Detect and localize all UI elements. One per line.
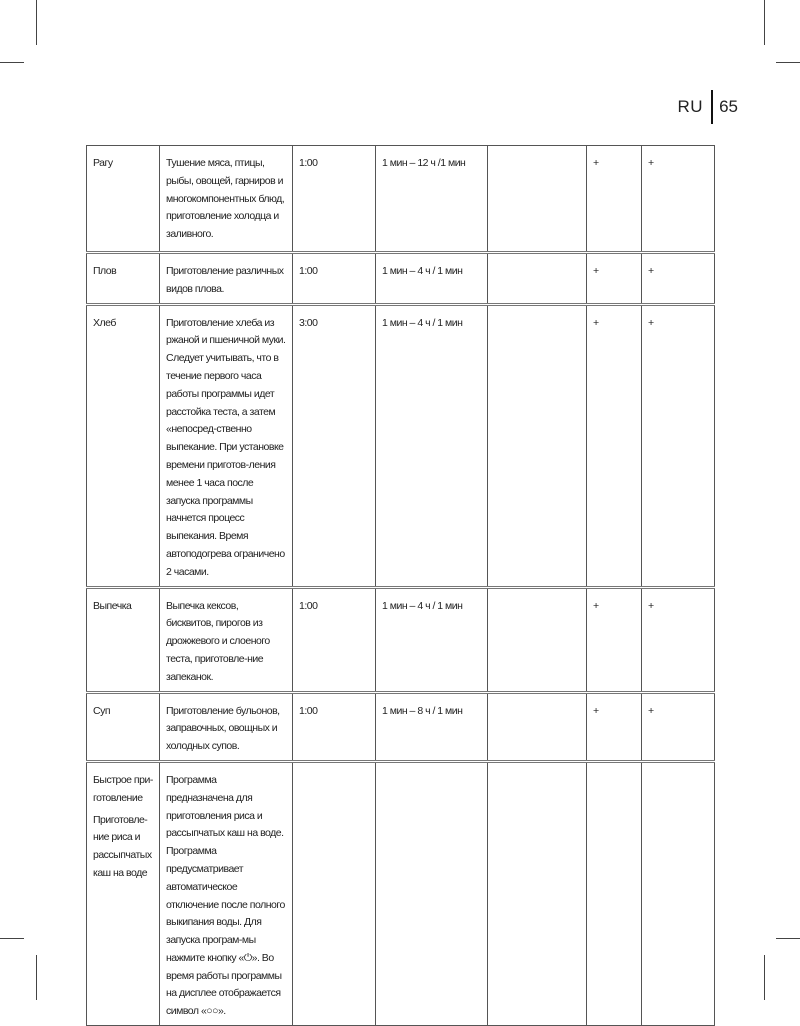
time-range: 1 мин – 4 ч / 1 мин (376, 587, 488, 692)
cell-empty (488, 253, 587, 305)
program-name-cell (87, 692, 160, 761)
page-header (678, 90, 738, 124)
cell-empty (488, 304, 587, 587)
cell-plus: + (642, 692, 715, 761)
cell-plus: + (587, 253, 642, 305)
time-range: 1 мин – 12 ч /1 мин (376, 146, 488, 253)
cell-empty (488, 761, 587, 1025)
crop-mark (764, 955, 765, 1000)
crop-mark (0, 938, 24, 939)
program-name: Хлеб (93, 316, 116, 329)
crop-mark (776, 938, 800, 939)
crop-mark (36, 955, 37, 1000)
time-range: 1 мин – 4 ч / 1 мин (376, 304, 488, 587)
language-code: RU (677, 97, 704, 116)
program-description: Приготовление хлеба из ржаной и пшеничной муки. Следует учитывать, что в течение первого часа работы программы идет расстойка теста, а затем «непосред-ственно выпекание. При установке времени приготов-ления менее 1 часа после запуска программы начнется процесс выпекания. Время автоподогрева ограничено 2 часами. (160, 304, 293, 587)
program-description: Тушение мяса, птицы, рыбы, овощей, гарниров и многокомпонентных блюд, приготовление холодца и заливного. (160, 146, 293, 253)
cell-plus: + (642, 253, 715, 305)
program-name: Рагу (93, 157, 113, 169)
table-row (87, 587, 715, 692)
page-number: 65 (719, 97, 738, 116)
crop-mark (776, 62, 800, 63)
program-name-cell (87, 146, 160, 253)
table-row (87, 146, 715, 253)
program-name-cell (87, 761, 160, 1025)
cell-plus: + (587, 146, 642, 253)
cell-plus (642, 761, 715, 1025)
cell-plus: + (642, 146, 715, 253)
table-row (87, 761, 715, 1025)
program-description: Выпечка кексов, бисквитов, пирогов из дрожжевого и слоеного теста, приготовле-ние запеканок. (160, 587, 293, 692)
program-name: Суп (93, 704, 111, 717)
cell-empty (488, 146, 587, 253)
cell-plus: + (642, 304, 715, 587)
program-name: Быстрое при-готовление (93, 773, 153, 804)
program-description: Программа предназначена для приготовления риса и рассыпчатых каш на воде. Программа предусматривает автоматическое отключение после полного выкипания воды. Для запуска програм-мы нажмите кнопку «⏻». Во время работы программы на дисплее отображается символ «○○». (160, 761, 293, 1025)
default-time (293, 761, 376, 1025)
default-time: 1:00 (293, 692, 376, 761)
default-time: 1:00 (293, 587, 376, 692)
default-time: 1:00 (293, 253, 376, 305)
program-description: Приготовление различных видов плова. (160, 253, 293, 305)
program-name: Плов (93, 265, 117, 277)
program-name-cell (87, 304, 160, 587)
program-description: Приготовление бульонов, заправочных, овощных и холодных супов. (160, 692, 293, 761)
default-time: 3:00 (293, 304, 376, 587)
cooking-programs-table (86, 145, 715, 1026)
program-name: Выпечка (93, 599, 132, 612)
cell-plus (587, 761, 642, 1025)
program-name-cell (87, 587, 160, 692)
table-row (87, 253, 715, 305)
cell-plus: + (587, 692, 642, 761)
cell-empty (488, 692, 587, 761)
time-range: 1 мин – 4 ч / 1 мин (376, 253, 488, 305)
program-name-cell (87, 253, 160, 305)
crop-mark (36, 0, 37, 45)
cell-plus: + (587, 587, 642, 692)
cell-empty (488, 587, 587, 692)
time-range: 1 мин – 8 ч / 1 мин (376, 692, 488, 761)
table-row (87, 304, 715, 587)
default-time: 1:00 (293, 146, 376, 253)
crop-mark (0, 62, 24, 63)
cell-plus: + (642, 587, 715, 692)
cell-plus: + (587, 304, 642, 587)
crop-mark (764, 0, 765, 45)
time-range (376, 761, 488, 1025)
table-row (87, 692, 715, 761)
program-name: Приготовле-ние риса и рассыпчатых каш на воде (93, 813, 152, 879)
